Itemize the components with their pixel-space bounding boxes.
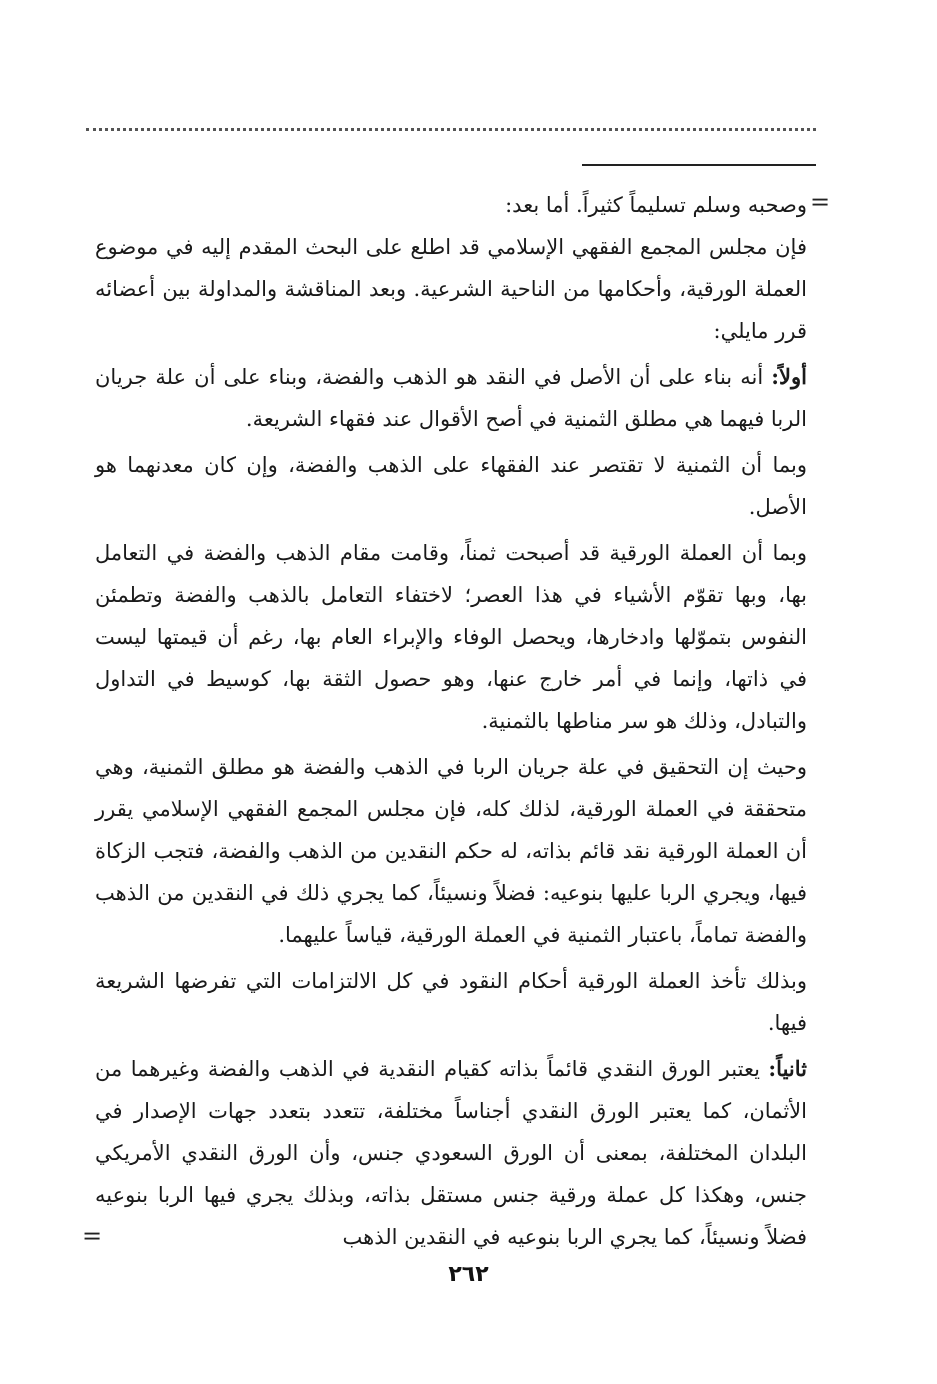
paragraph — [95, 356, 807, 440]
paragraph-text: وبما أن الثمنية لا تقتصر عند الفقهاء على الذهب والفضة، وإن كان معدنهما هو الأصل. — [95, 453, 807, 519]
paragraph — [95, 746, 807, 956]
paragraph-text: وبذلك تأخذ العملة الورقية أحكام النقود في كل الالتزامات التي تفرضها الشريعة فيها. — [95, 969, 807, 1035]
paragraph — [95, 960, 807, 1044]
paragraph — [95, 226, 807, 352]
paragraph — [95, 532, 807, 742]
body-text — [95, 184, 807, 1262]
paragraph-text: فإن مجلس المجمع الفقهي الإسلامي قد اطلع على البحث المقدم إليه في موضوع العملة الورقية، وأحكامها من الناحية الشرعية. وبعد المناقشة والمداولة بين أعضائه قرر مايلي: — [95, 235, 807, 343]
continuation-mark-top: = — [810, 188, 831, 216]
paragraph-text: أنه بناء على أن الأصل في النقد هو الذهب والفضة، وبناء على أن علة جريان الربا فيهما هي مطلق الثمنية في أصح الأقوال عند فقهاء الشريعة. — [95, 365, 807, 431]
paragraph-lead: أولاً: — [771, 364, 807, 389]
paragraph-text: يعتبر الورق النقدي قائماً بذاته كقيام النقدية في الذهب والفضة وغيرهما من الأثمان، كما يعتبر الورق النقدي أجناساً مختلفة، تتعدد بتعدد جهات الإصدار في البلدان المختلفة، بمعنى أن الورق السعودي جنس، وأن الورق النقدي الأمريكي جنس، وهكذا كل عملة ورقية جنس مستقل بذاته، وبذلك يجري فيها الربا بنوعيه فضلاً ونسيئاً، كما يجري الربا بنوعيه في النقدين الذهب — [95, 1057, 807, 1249]
paragraph-text: وبما أن العملة الورقية قد أصبحت ثمناً، وقامت مقام الذهب والفضة في التعامل بها، وبها تقوّم الأشياء في هذا العصر؛ لاختفاء التعامل بالذهب والفضة وتطمئن النفوس بتموّلها وادخارها، ويحصل الوفاء والإبراء العام بها، رغم أن قيمتها ليست في ذاتها، وإنما في أمر خارج عنها، وهو حصول الثقة بها، كوسيط في التداول والتبادل، وذلك هو سر مناطها بالثمنية. — [95, 541, 807, 733]
page-number: ٢٦٢ — [448, 1262, 489, 1287]
paragraph-text: وصحبه وسلم تسليماً كثيراً. أما بعد: — [505, 193, 807, 217]
top-dotted-divider — [86, 128, 816, 131]
paragraph — [95, 184, 807, 226]
continuation-mark-bottom: = — [82, 1222, 103, 1250]
paragraph — [95, 1048, 807, 1258]
footnote-separator-line — [582, 164, 816, 166]
paragraph-lead: ثانياً: — [768, 1056, 807, 1081]
paragraph-text: وحيث إن التحقيق في علة جريان الربا في الذهب والفضة هو مطلق الثمنية، وهي متحققة في العملة الورقية، لذلك كله، فإن مجلس المجمع الفقهي الإسلامي يقرر أن العملة الورقية نقد قائم بذاته، له حكم النقدين من الذهب والفضة، فتجب الزكاة فيها، ويجري الربا عليها بنوعيه: فضلاً ونسيئاً، كما يجري ذلك في النقدين من الذهب والفضة تماماً، باعتبار الثمنية في العملة الورقية، قياساً عليهما. — [95, 755, 807, 947]
paragraph — [95, 444, 807, 528]
